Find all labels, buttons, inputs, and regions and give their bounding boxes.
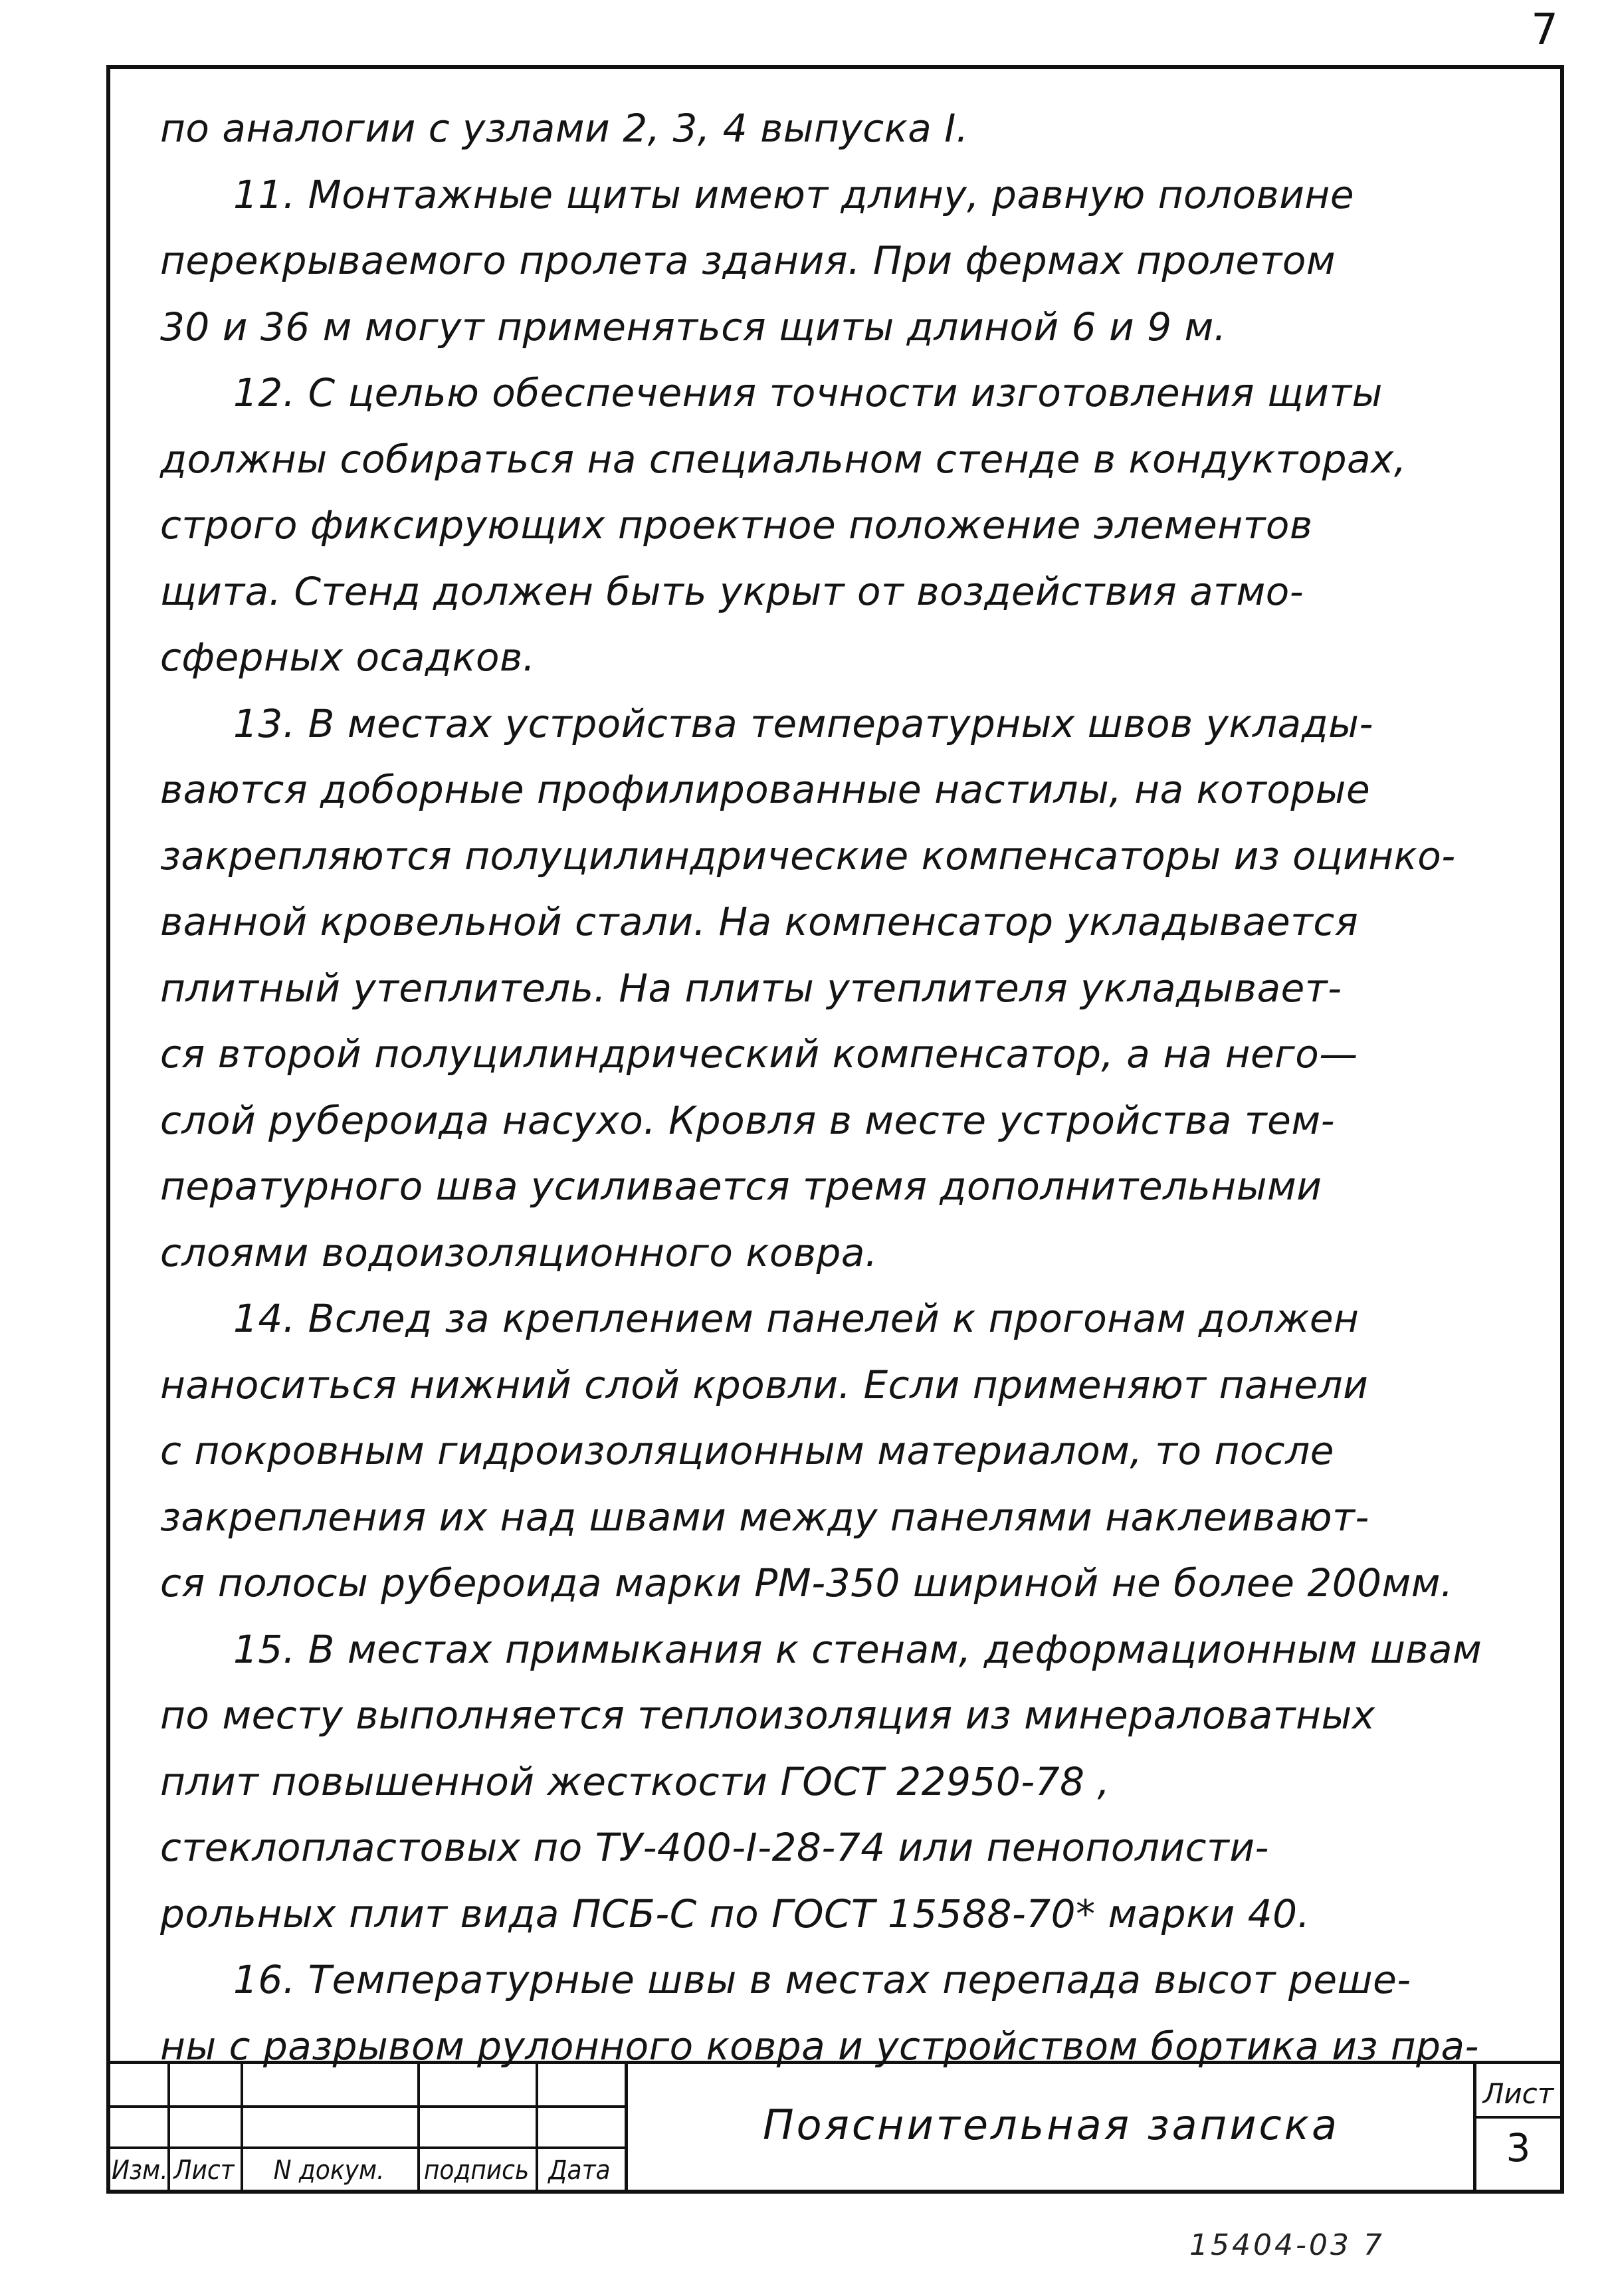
text-line: ны с разрывом рулонного ковра и устройством бортика из пра- [160,2023,1479,2069]
text-line: рольных плит вида ПСБ-С по ГОСТ 15588-70* марки 40. [160,1891,1310,1936]
text-line: строго фиксирующих проектное положение элементов [160,502,1313,548]
text-line: 14. Вслед за креплением панелей к прогонам должен [233,1296,1359,1341]
archive-number: 15404-03 7 [1189,2228,1385,2262]
text-line: пературного шва усиливается тремя дополнительными [160,1164,1322,1209]
label-list: Лист [173,2155,235,2186]
document-title: Пояснительная записка [762,2101,1340,2149]
text-line: слой рубероида насухо. Кровля в месте устройства тем- [160,1097,1336,1143]
text-line: ваются доборные профилированные настилы, на которые [160,767,1371,812]
text-line: по месту выполняется теплоизоляция из минераловатных [160,1693,1375,1738]
text-line: слоями водоизоляционного ковра. [160,1229,878,1275]
drawing-frame [106,65,1564,2194]
title-divider [625,2064,628,2190]
text-line: 13. В местах устройства температурных швов уклады- [233,700,1373,746]
sheet-number: 3 [1506,2125,1531,2170]
label-izm: Изм. [112,2155,168,2186]
text-line: 16. Температурные швы в местах перепада высот реше- [233,1957,1411,2002]
label-date: Дата [548,2155,611,2186]
sheet-separator [1476,2116,1560,2119]
note-body [160,96,1536,2079]
text-line: закрепления их над швами между панелями наклеивают- [160,1494,1369,1540]
text-line: наноситься нижний слой кровли. Если применяют панели [160,1362,1369,1408]
text-line: сферных осадков. [160,635,536,680]
text-line: щита. Стенд должен быть укрыт от воздействия атмо- [160,568,1304,614]
label-signature: подпись [423,2155,530,2186]
text-line: 11. Монтажные щиты имеют длину, равную половине [233,171,1355,217]
sheet-box [1473,2064,1560,2190]
text-line: по аналогии с узлами 2, 3, 4 выпуска I. [160,106,969,151]
revision-grid [110,2064,625,2190]
sheet-label: Лист [1482,2077,1554,2110]
text-line: стеклопластовых по ТУ-400-I-28-74 или пенополисти- [160,1825,1269,1870]
label-doc-number: N докум. [273,2155,385,2186]
title-block [110,2061,1560,2190]
text-line: плит повышенной жесткости ГОСТ 22950-78 , [160,1758,1110,1804]
text-line: ванной кровельной стали. На компенсатор укладывается [160,899,1359,944]
text-line: закрепляются полуцилиндрические компенсаторы из оцинко- [160,833,1456,879]
text-line: ся полосы рубероида марки РМ-350 шириной не более 200мм. [160,1560,1453,1606]
text-line: должны собираться на специальном стенде в кондукторах, [160,436,1407,482]
text-line: 12. С целью обеспечения точности изготовления щиты [233,370,1383,415]
text-line: перекрываемого пролета здания. При фермах пролетом [160,238,1336,283]
text-line: плитный утеплитель. На плиты утеплителя укладывает- [160,965,1342,1011]
page-number: 7 [1531,5,1558,54]
text-line: ся второй полуцилиндрический компенсатор, а на него— [160,1031,1358,1077]
text-line: с покровным гидроизоляционным материалом, то после [160,1428,1334,1473]
text-line: 15. В местах примыкания к стенам, деформационным швам [233,1626,1482,1672]
text-line: 30 и 36 м могут применяться щиты длиной 6 и 9 м. [160,304,1227,350]
